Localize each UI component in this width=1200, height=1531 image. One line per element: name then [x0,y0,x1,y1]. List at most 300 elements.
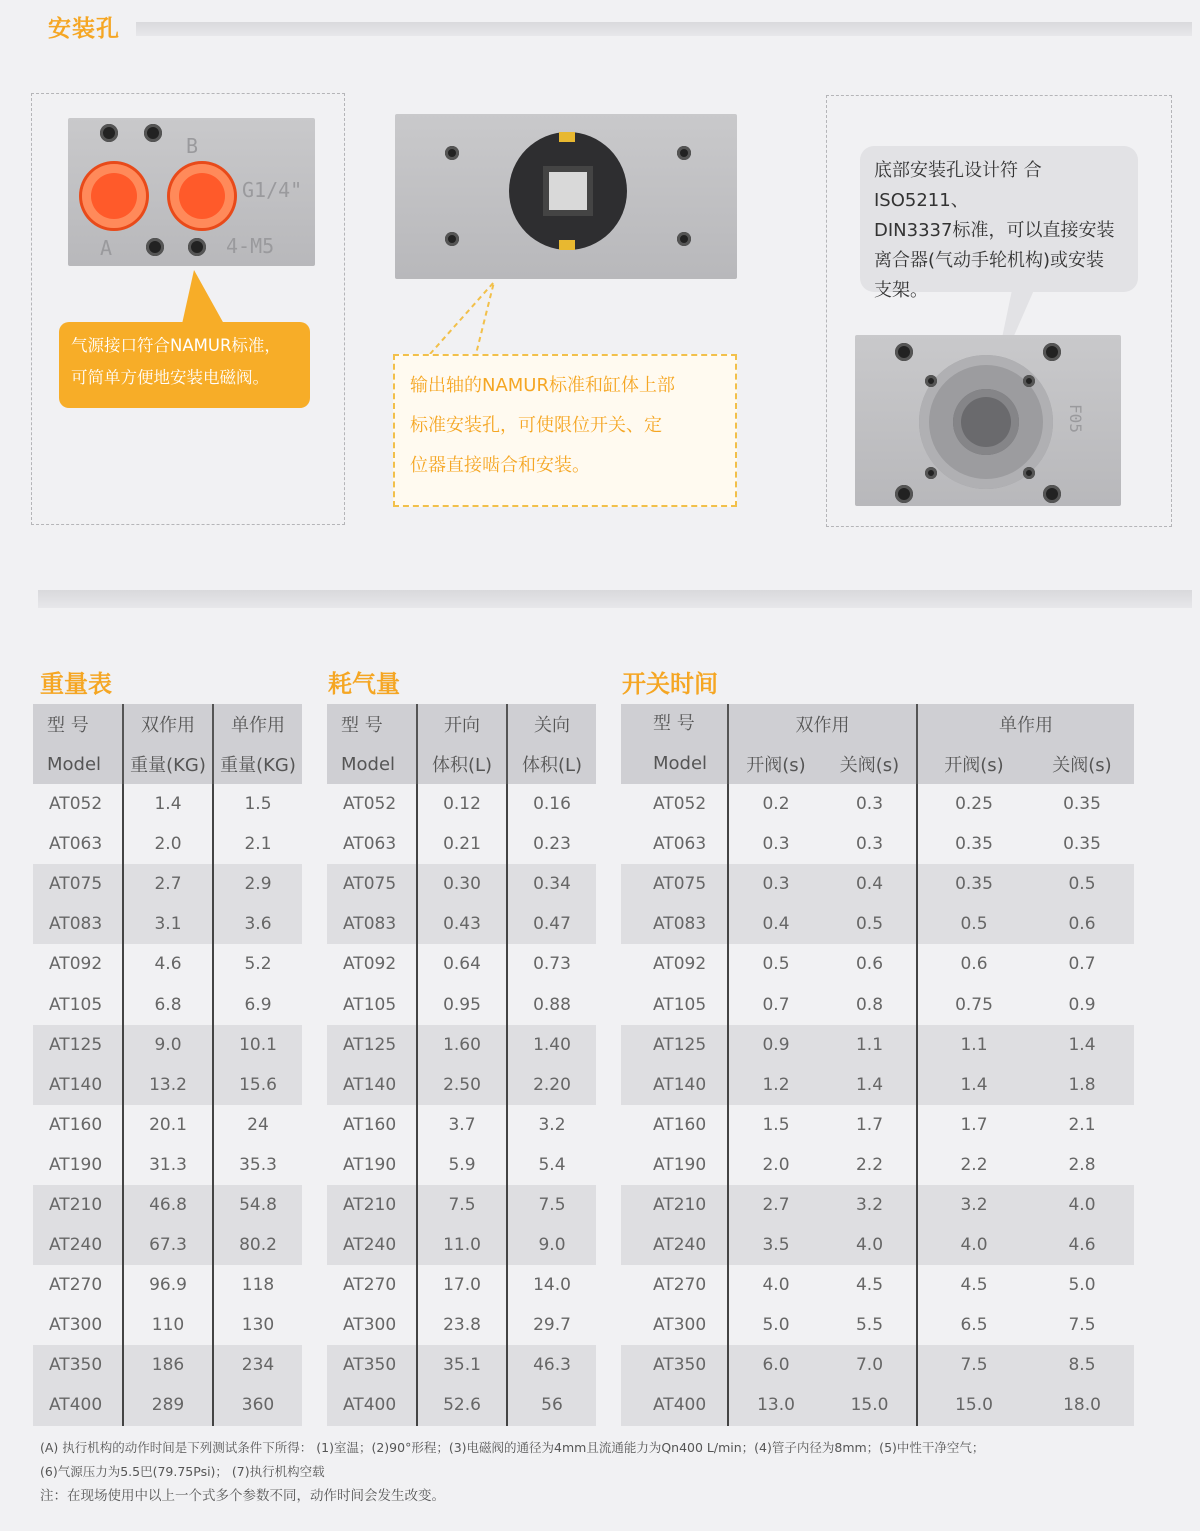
value-cell: 0.23 [533,834,571,855]
table-row [621,984,1134,1024]
model-cell: AT052 [33,784,123,824]
header-single-cn: 单作用 [231,715,285,736]
header-single: 单作用 [999,715,1053,736]
table-row [621,1105,1134,1145]
value-cell: 2.20 [533,1074,571,1095]
value-cell: 0.7 [1068,954,1096,975]
mounting-hole [895,485,913,503]
value-cell: 67.3 [123,1225,213,1265]
value-cell: 8.5 [1068,1355,1096,1376]
value-cell: 2.50 [417,1065,507,1105]
callout-line: 标准安装孔，可使限位开关、定 [410,415,662,436]
value-cell: 0.8 [823,984,917,1024]
table-row [621,1145,1134,1185]
table-row [33,864,302,904]
value-cell: 4.0 [823,1225,917,1265]
thread-mark: G1/4" [242,178,303,202]
air-port-photo [68,118,315,266]
value-cell: 9.0 [538,1235,566,1256]
value-cell: 0.35 [1063,834,1101,855]
flange-mark: F05 [1065,404,1085,433]
value-cell: 0.73 [533,954,571,975]
value-cell: 15.0 [823,1385,917,1425]
value-cell: 1.1 [960,1034,988,1055]
header-close-en: 体积(L) [521,755,583,776]
model-cell: AT240 [621,1225,728,1265]
model-cell: AT270 [327,1265,417,1305]
value-cell: 186 [123,1345,213,1385]
model-cell: AT190 [327,1145,417,1185]
model-cell: AT240 [327,1225,417,1265]
mounting-hole [1043,485,1061,503]
value-cell: 0.6 [960,954,988,975]
value-cell: 3.2 [823,1185,917,1225]
callout-bottom-mount [860,146,1138,301]
header-single-close: 关阀(s) [1052,755,1112,776]
model-cell: AT190 [33,1145,123,1185]
value-cell: 2.8 [1068,1154,1096,1175]
model-cell: AT270 [33,1265,123,1305]
value-cell: 20.1 [123,1105,213,1145]
model-cell: AT052 [621,784,728,824]
value-cell: 0.25 [955,794,993,815]
value-cell: 6.9 [244,994,272,1015]
mounting-hole [1043,343,1061,361]
air-table [327,704,596,1426]
mounting-hole [1023,467,1035,479]
model-cell: AT350 [621,1345,728,1385]
model-cell: AT092 [621,944,728,984]
star-socket [953,389,1019,455]
mounting-hole [100,124,118,142]
value-cell: 1.4 [960,1074,988,1095]
note-line: (A) 执行机构的动作时间是下列测试条件下所得： (1)室温；(2)90°形程；(3)电磁阀的通径为4mm且流通能力为Qn400 L/min；(4)管子内径为8mm；(5)中性干净空气； [40,1440,985,1455]
mounting-hole [146,238,164,256]
section-divider [38,590,1192,608]
table-row [327,1305,596,1345]
value-cell: 80.2 [239,1235,277,1256]
note-line: 注：在现场使用中以上一个式多个参数不同，动作时间会发生改变。 [40,1488,445,1504]
time-table [621,704,1134,1426]
value-cell: 10.1 [239,1034,277,1055]
value-cell: 4.5 [823,1265,917,1305]
value-cell: 0.30 [417,864,507,904]
value-cell: 7.5 [960,1355,988,1376]
mounting-hole [925,467,937,479]
model-cell: AT160 [33,1105,123,1145]
value-cell: 29.7 [533,1315,571,1336]
table-row [33,784,302,824]
callout-line: 离合器(气动手轮机构)或安装 [874,250,1105,271]
value-cell: 3.6 [244,914,272,935]
model-cell: AT075 [33,864,123,904]
model-cell: AT052 [327,784,417,824]
value-cell: 56 [541,1395,563,1416]
port-mark-a: A [100,236,113,260]
value-cell: 7.5 [1068,1315,1096,1336]
value-cell: 360 [241,1395,275,1416]
callout-line: 可简单方便地安装电磁阀。 [71,368,269,387]
table-row [621,824,1134,864]
model-cell: AT350 [327,1345,417,1385]
value-cell: 7.0 [823,1345,917,1385]
table-row [327,784,596,824]
mounting-hole [445,146,459,160]
header-open-cn: 开向 [417,704,507,744]
callout-pointer [180,270,230,326]
table-row [327,904,596,944]
air-table-title: 耗气量 [328,670,400,698]
table-row [621,1185,1134,1225]
model-cell: AT140 [621,1065,728,1105]
value-cell: 1.60 [417,1025,507,1065]
model-cell: AT350 [33,1345,123,1385]
value-cell: 35.1 [417,1345,507,1385]
model-cell: AT270 [621,1265,728,1305]
value-cell: 46.3 [533,1355,571,1376]
value-cell: 14.0 [533,1275,571,1296]
table-row [33,1305,302,1345]
air-port [82,164,146,228]
mounting-hole [188,238,206,256]
port-mark-b: B [186,134,199,158]
table-row [621,1225,1134,1265]
table-row [33,1185,302,1225]
shaft-tab [559,240,575,250]
value-cell: 2.0 [762,1154,790,1175]
table-row [33,1265,302,1305]
value-cell: 35.3 [239,1154,277,1175]
value-cell: 6.5 [960,1315,988,1336]
table-row [33,824,302,864]
model-cell: AT105 [33,984,123,1024]
value-cell: 0.64 [417,944,507,984]
model-cell: AT092 [33,944,123,984]
value-cell: 0.5 [960,914,988,935]
value-cell: 15.0 [955,1395,993,1416]
value-cell: 0.5 [1068,874,1096,895]
table-row [621,784,1134,824]
table-row [327,1225,596,1265]
shaft-square [543,166,593,216]
callout-air-port [59,322,310,408]
value-cell: 17.0 [417,1265,507,1305]
value-cell: 5.5 [823,1305,917,1345]
value-cell: 2.7 [123,864,213,904]
table-row [327,1385,596,1425]
value-cell: 31.3 [123,1145,213,1185]
table-row [33,944,302,984]
table-row [327,1145,596,1185]
value-cell: 0.34 [533,874,571,895]
weight-table-title: 重量表 [40,670,112,698]
model-cell: AT063 [33,824,123,864]
header-double-en: 重量(KG) [123,744,213,784]
value-cell: 1.7 [960,1114,988,1135]
table-row [621,1265,1134,1305]
value-cell: 3.1 [123,904,213,944]
value-cell: 289 [123,1385,213,1425]
value-cell: 13.0 [757,1395,795,1416]
table-row [33,1105,302,1145]
callout-line: 底部安装孔设计符 合ISO5211、 [874,160,1042,211]
model-cell: AT300 [621,1305,728,1345]
table-row [621,904,1134,944]
value-cell: 118 [241,1275,275,1296]
value-cell: 0.4 [823,864,917,904]
value-cell: 5.4 [538,1154,566,1175]
model-cell: AT125 [327,1025,417,1065]
bottom-mount-photo [855,335,1121,506]
value-cell: 3.7 [417,1105,507,1145]
value-cell: 1.4 [123,784,213,824]
value-cell: 9.0 [123,1025,213,1065]
value-cell: 0.6 [823,944,917,984]
table-row [327,1265,596,1305]
callout-line: 输出轴的NAMUR标准和缸体上部 [410,375,675,396]
model-cell: AT140 [33,1065,123,1105]
weight-table [33,704,302,1426]
callout-line: 气源接口符合NAMUR标准， [71,336,281,355]
note-line: (6)气源压力为5.5巴(79.75Psi)； (7)执行机构空载 [40,1464,325,1479]
value-cell: 24 [247,1114,269,1135]
value-cell: 0.21 [417,824,507,864]
callout-pointer [420,280,500,356]
table-row [621,1385,1134,1425]
value-cell: 5.2 [244,954,272,975]
value-cell: 1.7 [823,1105,917,1145]
value-cell: 2.7 [762,1194,790,1215]
value-cell: 0.43 [417,904,507,944]
value-cell: 0.9 [1068,994,1096,1015]
mounting-hole [445,232,459,246]
table-row [327,1105,596,1145]
value-cell: 1.4 [1068,1034,1096,1055]
table-row [621,1305,1134,1345]
table-row [33,1225,302,1265]
test-conditions-note [40,1436,1180,1508]
header-single-en: 重量(KG) [220,755,296,776]
table-row [327,864,596,904]
value-cell: 2.1 [244,834,272,855]
table-row [33,1385,302,1425]
value-cell: 2.2 [960,1154,988,1175]
value-cell: 1.1 [823,1025,917,1065]
header-open-en: 体积(L) [417,744,507,784]
mounting-hole [925,375,937,387]
table-row [327,1025,596,1065]
model-cell: AT400 [621,1385,728,1425]
model-cell: AT240 [33,1225,123,1265]
model-cell: AT190 [621,1145,728,1185]
model-cell: AT210 [327,1185,417,1225]
mounting-hole [677,146,691,160]
header-model-en: Model [33,744,123,784]
value-cell: 0.3 [762,834,790,855]
value-cell: 5.0 [1068,1275,1096,1296]
header-double-open: 开阀(s) [746,755,806,776]
value-cell: 0.9 [762,1034,790,1055]
value-cell: 0.47 [533,914,571,935]
table-row [327,984,596,1024]
value-cell: 0.75 [955,994,993,1015]
value-cell: 6.8 [123,984,213,1024]
mounting-hole [895,343,913,361]
value-cell: 2.1 [1068,1114,1096,1135]
value-cell: 1.5 [244,794,272,815]
value-cell: 1.40 [533,1034,571,1055]
table-row [33,1025,302,1065]
model-cell: AT125 [621,1025,728,1065]
model-cell: AT300 [327,1305,417,1345]
header-model-cn: 型 号 [653,713,695,734]
model-cell: AT125 [33,1025,123,1065]
model-cell: AT063 [621,824,728,864]
model-cell: AT105 [621,984,728,1024]
model-cell: AT400 [327,1385,417,1425]
table-row [327,1065,596,1105]
value-cell: 5.9 [417,1145,507,1185]
value-cell: 5.0 [762,1315,790,1336]
callout-line: 支架。 [874,280,928,301]
value-cell: 54.8 [239,1194,277,1215]
model-cell: AT075 [621,864,728,904]
value-cell: 4.0 [960,1235,988,1256]
table-row [621,1025,1134,1065]
value-cell: 96.9 [123,1265,213,1305]
model-cell: AT400 [33,1385,123,1425]
value-cell: 4.5 [960,1275,988,1296]
value-cell: 3.5 [762,1235,790,1256]
model-cell: AT083 [33,904,123,944]
model-cell: AT075 [327,864,417,904]
value-cell: 6.0 [762,1355,790,1376]
value-cell: 4.6 [1068,1235,1096,1256]
value-cell: 4.0 [1068,1194,1096,1215]
value-cell: 7.5 [417,1185,507,1225]
value-cell: 3.2 [960,1194,988,1215]
value-cell: 0.5 [823,904,917,944]
value-cell: 130 [241,1315,275,1336]
model-cell: AT210 [621,1185,728,1225]
table-row [33,984,302,1024]
value-cell: 18.0 [1063,1395,1101,1416]
header-model [621,704,728,784]
value-cell: 13.2 [123,1065,213,1105]
value-cell: 7.5 [538,1194,566,1215]
value-cell: 0.5 [762,954,790,975]
table-row [33,904,302,944]
header-model-en: Model [327,744,417,784]
table-row [621,1065,1134,1105]
table-row [327,1185,596,1225]
callout-line: 位器直接啮合和安装。 [410,455,590,476]
header-double-cn: 双作用 [123,704,213,744]
mounting-hole [677,232,691,246]
value-cell: 23.8 [417,1305,507,1345]
value-cell: 234 [241,1355,275,1376]
model-cell: AT300 [33,1305,123,1345]
model-cell: AT063 [327,824,417,864]
mounting-hole [144,124,162,142]
value-cell: 0.3 [823,824,917,864]
value-cell: 0.35 [955,874,993,895]
value-cell: 1.5 [762,1114,790,1135]
value-cell: 2.2 [823,1145,917,1185]
value-cell: 2.0 [123,824,213,864]
header-single-open: 开阀(s) [944,755,1004,776]
value-cell: 0.35 [1063,794,1101,815]
model-cell: AT105 [327,984,417,1024]
value-cell: 11.0 [417,1225,507,1265]
header-model-cn: 型 号 [327,704,417,744]
model-cell: AT083 [327,904,417,944]
table-row [33,1145,302,1185]
screw-mark: 4-M5 [226,234,275,258]
value-cell: 4.6 [123,944,213,984]
header-bar [136,22,1192,36]
table-row [33,1065,302,1105]
value-cell: 0.4 [762,914,790,935]
value-cell: 0.35 [955,834,993,855]
value-cell: 1.8 [1068,1074,1096,1095]
table-row [327,944,596,984]
value-cell: 0.95 [417,984,507,1024]
value-cell: 0.16 [533,794,571,815]
value-cell: 0.6 [1068,914,1096,935]
value-cell: 0.3 [823,784,917,824]
value-cell: 4.0 [762,1275,790,1296]
section-title: 安装孔 [48,16,120,42]
table-row [327,1345,596,1385]
header-double: 双作用 [728,704,917,744]
model-cell: AT160 [327,1105,417,1145]
value-cell: 0.7 [762,994,790,1015]
mounting-hole [1023,375,1035,387]
shaft-photo [395,114,737,279]
value-cell: 2.9 [244,874,272,895]
time-table-title: 开关时间 [622,670,718,698]
model-cell: AT140 [327,1065,417,1105]
table-row [33,1345,302,1385]
air-port [170,164,234,228]
callout-shaft-text [410,366,730,486]
model-cell: AT092 [327,944,417,984]
shaft-tab [559,132,575,142]
value-cell: 110 [123,1305,213,1345]
header-model-cn: 型 号 [33,704,123,744]
value-cell: 0.88 [533,994,571,1015]
callout-line: DIN3337标准，可以直接安装 [874,220,1115,241]
value-cell: 0.12 [417,784,507,824]
value-cell: 52.6 [417,1385,507,1425]
value-cell: 46.8 [123,1185,213,1225]
model-cell: AT160 [621,1105,728,1145]
header-model-en: Model [653,753,708,774]
value-cell: 1.2 [762,1074,790,1095]
table-row [621,864,1134,904]
model-cell: AT083 [621,904,728,944]
header-close-cn: 关向 [534,715,570,736]
value-cell: 1.4 [823,1065,917,1105]
value-cell: 3.2 [538,1114,566,1135]
value-cell: 0.2 [762,794,790,815]
model-cell: AT210 [33,1185,123,1225]
table-row [621,1345,1134,1385]
header-double-close: 关阀(s) [823,744,917,784]
value-cell: 0.3 [762,874,790,895]
table-row [621,944,1134,984]
